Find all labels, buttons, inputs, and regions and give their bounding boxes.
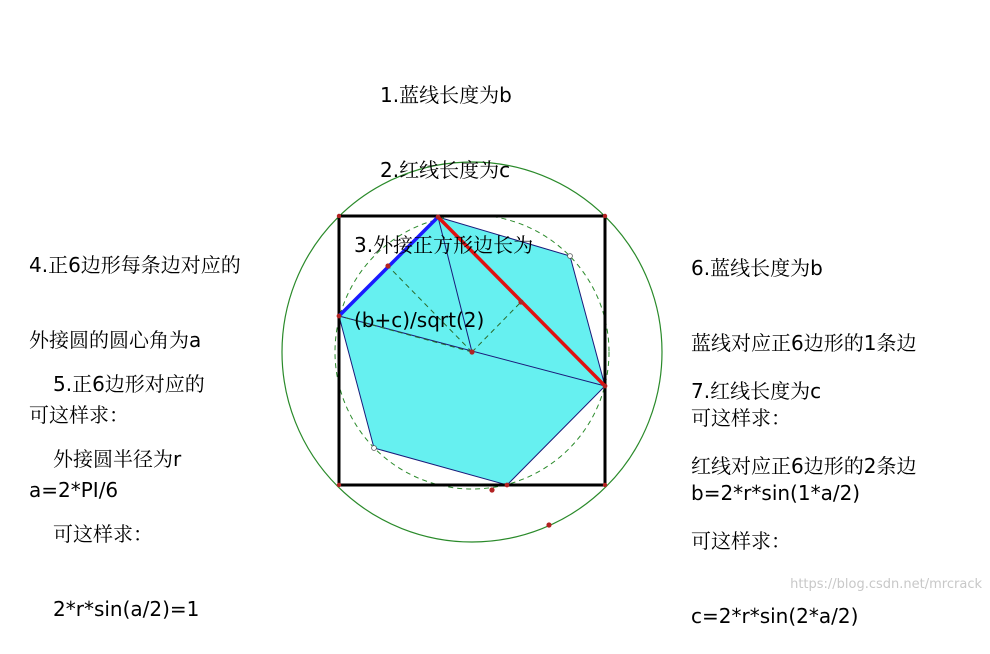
note-2: 2.红线长度为c (380, 158, 511, 182)
note-6: 6.蓝线长度为b (691, 256, 823, 280)
note-3: 3.外接正方形边长为 (354, 233, 534, 257)
note-5-line2: 外接圆半径为r (53, 447, 182, 471)
note-7-formula: c=2*r*sin(2*a/2) (691, 604, 859, 628)
note-4: 4.正6边形每条边对应的 (29, 253, 241, 277)
notes-top (354, 33, 533, 358)
note-6-line2: 蓝线对应正6边形的1条边 (691, 331, 917, 355)
note-7-line3: 可这样求： (691, 529, 791, 553)
note-3-formula: (b+c)/sqrt(2) (354, 308, 485, 332)
note-7: 7.红线长度为c (691, 379, 822, 403)
note-4-line3: 可这样求： (29, 403, 129, 427)
note-5-formula: 2*r*sin(a/2)=1 (53, 597, 200, 621)
note-7-line2: 红线对应正6边形的2条边 (691, 454, 917, 478)
note-4-line2: 外接圆的圆心角为a (29, 328, 202, 352)
note-6-formula: b=2*r*sin(1*a/2) (691, 481, 861, 505)
watermark: https://blog.csdn.net/mrcrack (790, 577, 982, 592)
note-1: 1.蓝线长度为b (380, 83, 512, 107)
notes-right-b (691, 329, 916, 654)
note-6-line3: 可这样求： (691, 406, 791, 430)
note-5-line3: 可这样求： (53, 522, 153, 546)
note-5: 5.正6边形对应的 (53, 372, 205, 396)
note-4-formula: a=2*PI/6 (29, 478, 119, 502)
notes-left-b (53, 322, 205, 647)
